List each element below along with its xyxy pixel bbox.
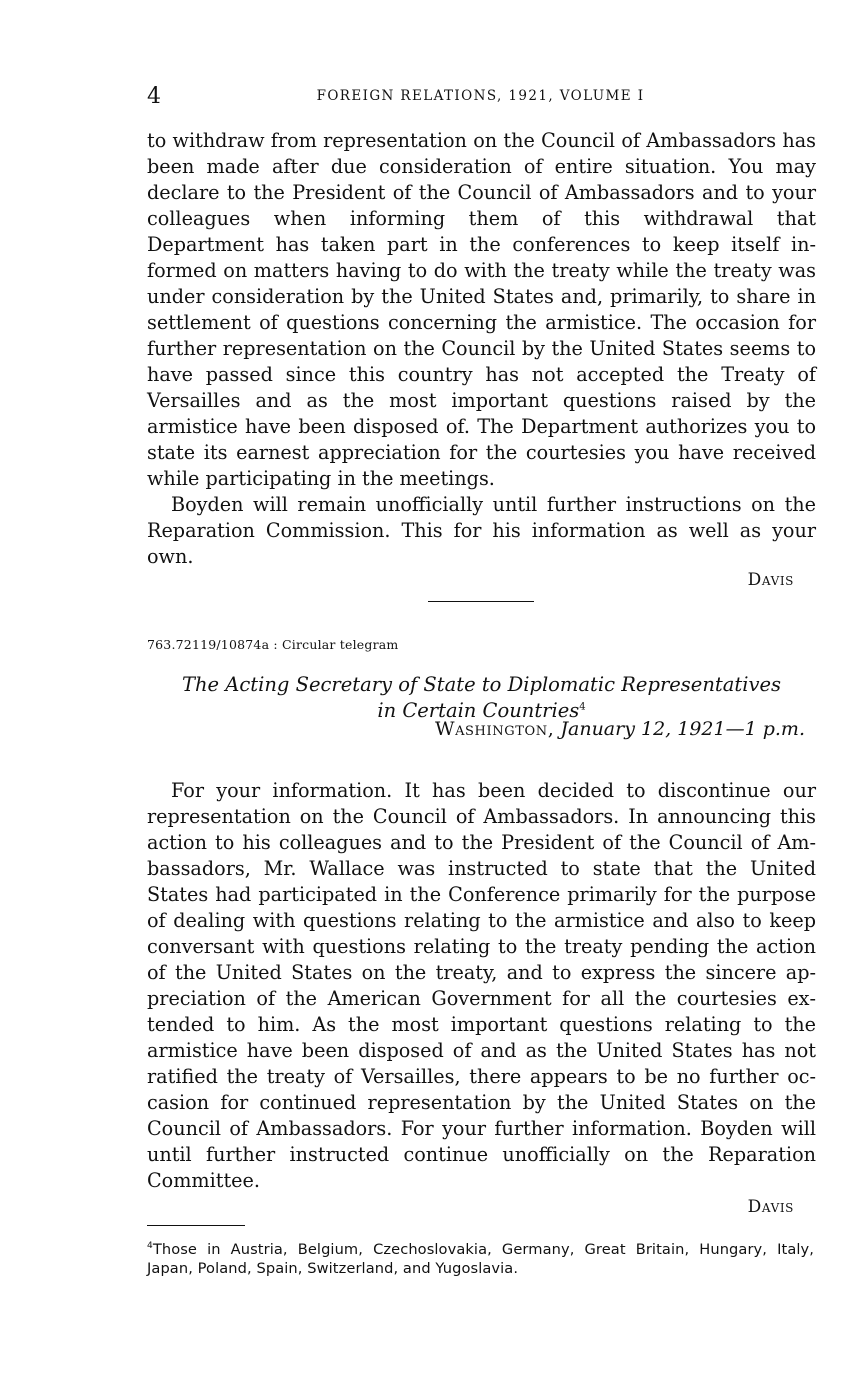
page-number: 4	[147, 84, 161, 109]
document-title-line-1: The Acting Secretary of State to Diplomatic Representatives	[181, 673, 782, 696]
second-document-signature: Davis	[747, 1197, 794, 1217]
document-title-line-2: in Certain Countries	[377, 699, 580, 722]
footnote-rule	[147, 1225, 245, 1226]
first-document-paragraph-1: to withdraw from representation on the Council of Ambassadors has been made after due consideration of entire situation. You may declare to the President of the Council of Ambassadors and to your colleagues when informing them of this withdrawal that Department has taken part in the conferences to keep itself informed on matters having to do with the treaty while the treaty was under consideration by the United States and, primarily, to share in settlement of questions concerning the armistice. The occasion for further representation on the Council by the United States seems to have passed since this country has not accepted the Treaty of Versailles and as the most important questions raised by the armistice have been disposed of. The Department authorizes you to state its earnest appreciation for the courtesies you have received while participating in the meetings.	[147, 129, 816, 490]
running-title: FOREIGN RELATIONS, 1921, VOLUME I	[316, 88, 645, 104]
file-reference: 763.72119/10874a : Circular telegram	[147, 637, 399, 652]
dateline-date: January 12, 1921—1 p.m.	[560, 718, 805, 740]
footnote-marker: 4	[147, 1241, 153, 1252]
first-document-signature: Davis	[747, 570, 794, 590]
footnote	[147, 1240, 814, 1278]
title-footnote-marker: 4	[579, 701, 586, 713]
first-document-paragraph-2: Boyden will remain unofficially until further instructions on the Reparation Commission. This for his information as well as your own.	[147, 493, 816, 568]
page-header	[147, 84, 814, 112]
dateline-city: Washington,	[434, 718, 555, 740]
second-document-paragraph: For your information. It has been decided to discontinue our representation on the Council of Ambassadors. In announcing this action to his colleagues and to the President of the Council of Ambassadors, Mr. Wallace was instructed to state that the United States had participated in the Conference primarily for the purpose of dealing with questions relating to the armistice and also to keep conversant with questions relating to the treaty pending the action of the United States on the treaty, and to express the sincere appreciation of the American Government for all the courtesies extended to him. As the most important questions relating to the armistice have been disposed of and as the United States has not ratified the treaty of Versailles, there appears to be no further occasion for continued representation by the United States on the Council of Ambassadors. For your further information. Boyden will until further instructed continue unofficially on the Reparation Committee.	[147, 779, 816, 1192]
section-divider	[428, 601, 534, 602]
dateline	[435, 716, 805, 742]
footnote-text: Those in Austria, Belgium, Czechoslovakia, Germany, Great Britain, Hungary, Italy, Japan, Poland, Spain, Switzerland, and Yugoslavia.	[147, 1241, 814, 1277]
